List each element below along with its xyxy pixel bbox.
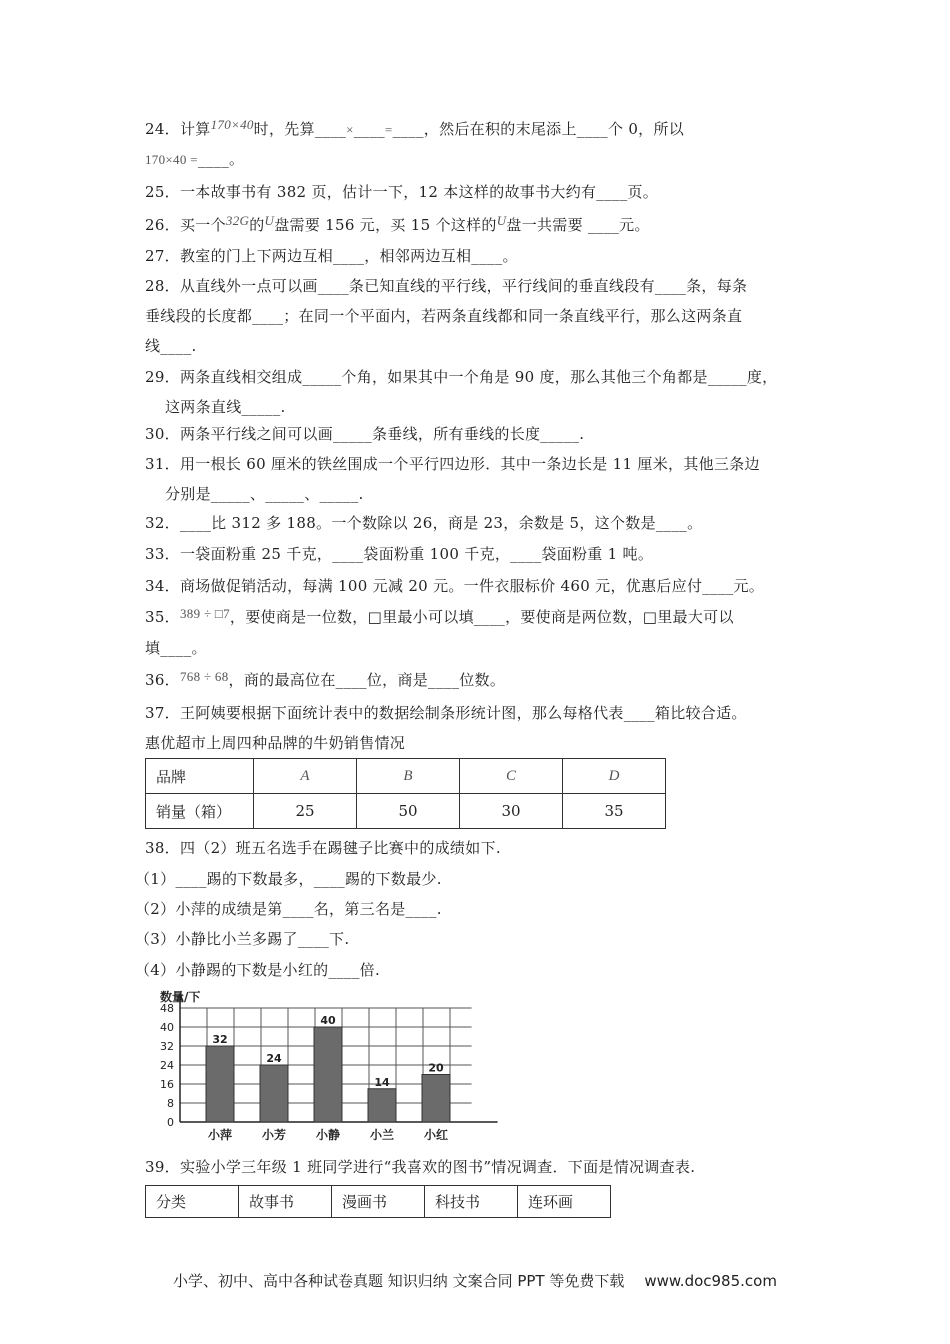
bar-小萍 [206,1046,234,1122]
q29-line2: 这两条直线_____. [165,398,286,416]
q26-capacity: 32G [225,213,250,228]
table-cell: 故事书 [239,1186,332,1218]
x-tick-label: 小萍 [207,1128,233,1142]
q26-u: U [264,213,275,228]
x-tick-label: 小芳 [261,1128,287,1142]
bar-小芳 [260,1065,288,1122]
q38-item: （1）____踢的下数最多，____踢的下数最少. [135,870,442,888]
table-cell: 销量（箱） [146,794,254,829]
x-tick-label: 小兰 [369,1128,395,1142]
q35-expression: 389 ÷ □7 [180,606,230,621]
q39: 39．实验小学三年级 1 班同学进行“我喜欢的图书”情况调查．下面是情况调查表. [145,1158,696,1176]
q24-expression: 170×40 = [145,152,198,167]
table-cell: 品牌 [146,759,254,794]
q35-line1 [145,606,734,629]
footer-url[interactable]: www.doc985.com [644,1272,777,1290]
q26 [145,214,650,237]
q26-text: 26．买一个 [145,216,226,234]
kick-count-bar-chart [150,990,500,1145]
q37: 37．王阿姨要根据下面统计表中的数据绘制条形统计图，那么每格代表____箱比较合适。 [145,704,747,722]
q27: 27．教室的门上下两边互相____，相邻两边互相____。 [145,247,518,265]
q24-text: ____，然后在积的末尾添上____个 0，所以 [392,120,685,138]
bar-value-label: 24 [266,1052,282,1065]
q26-text: 盘需要 156 元，买 15 个这样的 [274,216,497,234]
q30: 30．两条平行线之间可以画_____条垂线，所有垂线的长度_____. [145,425,585,443]
y-axis-label: 数量/下 [160,990,201,1004]
q38-item: （3）小静比小兰多踢了____下. [135,930,350,948]
q38-item: （2）小萍的成绩是第____名，第三名是____. [135,900,442,918]
y-tick-label: 32 [160,1040,174,1053]
table-cell: 50 [357,794,460,829]
table-cell: 科技书 [425,1186,518,1218]
q24-blank: ____。 [197,150,245,168]
table-row [146,759,666,794]
q26-text: 的 [249,216,265,234]
q36-expression: 768 ÷ 68 [180,669,229,684]
q38-item: （4）小静踢的下数是小红的____倍. [135,961,381,979]
q35-line2: 填____。 [145,639,207,657]
footer-text: 小学、初中、高中各种试卷真题 知识归纳 文案合同 PPT 等免费下载 [173,1272,625,1290]
y-tick-label: 24 [160,1059,174,1072]
q28-line3: 线____. [145,337,197,355]
q36-text: ，商的最高位在____位，商是____位数。 [228,671,506,689]
q35-text: ，要使商是一位数，□里最小可以填____，要使商是两位数，□里最大可以 [229,608,734,626]
q28-line2: 垂线段的长度都____；在同一个平面内，若两条直线都和同一条直线平行，那么这两条直 [145,307,743,325]
page-footer [0,1270,950,1291]
table-cell: 35 [563,794,666,829]
q24-text: 时，先算____ [253,120,347,138]
table-cell: 25 [254,794,357,829]
q35-number: 35． [145,608,180,626]
table-cell: C [460,759,563,794]
y-tick-label: 0 [167,1116,174,1129]
table-cell: 漫画书 [332,1186,425,1218]
bar-value-label: 40 [320,1014,336,1027]
y-tick-label: 40 [160,1021,174,1034]
table-row [146,1186,611,1218]
q24-line1 [145,118,684,141]
x-tick-label: 小红 [423,1128,449,1142]
q25: 25．一本故事书有 382 页，估计一下，12 本这样的故事书大约有____页。 [145,183,659,201]
q32: 32．____比 312 多 188。一个数除以 26，商是 23，余数是 5，这个数是____。 [145,514,703,532]
bar-小静 [314,1027,342,1122]
bar-小兰 [368,1089,396,1122]
q24-line2 [145,148,244,171]
bar-value-label: 14 [374,1075,390,1089]
table-row [146,794,666,829]
table-cell: 连环画 [518,1186,611,1218]
q26-u: U [496,213,507,228]
times-sign: × [346,122,354,137]
q36 [145,669,505,692]
q28-line1: 28．从直线外一点可以画____条已知直线的平行线，平行线间的垂直线段有____条，每条 [145,277,748,295]
q29-line1: 29．两条直线相交组成_____个角，如果其中一个角是 90 度，那么其他三个角都是_____度， [145,368,778,386]
book-survey-table [145,1185,611,1218]
q33: 33．一袋面粉重 25 千克，____袋面粉重 100 千克，____袋面粉重 1 吨。 [145,545,654,563]
table-cell: 分类 [146,1186,239,1218]
y-tick-label: 48 [160,1002,174,1015]
table-cell: A [254,759,357,794]
table-cell: D [563,759,666,794]
q24-expression: 170×40 [210,117,254,132]
table-cell: B [357,759,460,794]
q24-text: 24．计算 [145,120,211,138]
table-cell: 30 [460,794,563,829]
x-tick-label: 小静 [315,1128,341,1142]
q31-line2: 分别是_____、_____、_____. [165,485,364,503]
milk-sales-table [145,758,666,829]
q34: 34．商场做促销活动，每满 100 元减 20 元。一件衣服标价 460 元，优惠后应付____元。 [145,577,765,595]
q31-line1: 31．用一根长 60 厘米的铁丝围成一个平行四边形．其中一条边长是 11 厘米，其他三条边 [145,455,760,473]
bar-value-label: 20 [428,1061,444,1075]
bar-小红 [422,1075,450,1123]
table-caption: 惠优超市上周四种品牌的牛奶销售情况 [145,734,406,752]
y-tick-label: 16 [160,1078,174,1091]
equals-sign: = [384,122,393,137]
q38-title: 38．四（2）班五名选手在踢毽子比赛中的成绩如下. [145,839,501,857]
q26-text: 盘一共需要 ____元。 [506,216,650,234]
bar-value-label: 32 [212,1033,228,1046]
q24-blank: ____ [353,120,385,138]
q36-number: 36． [145,671,180,689]
y-tick-label: 8 [167,1097,174,1110]
